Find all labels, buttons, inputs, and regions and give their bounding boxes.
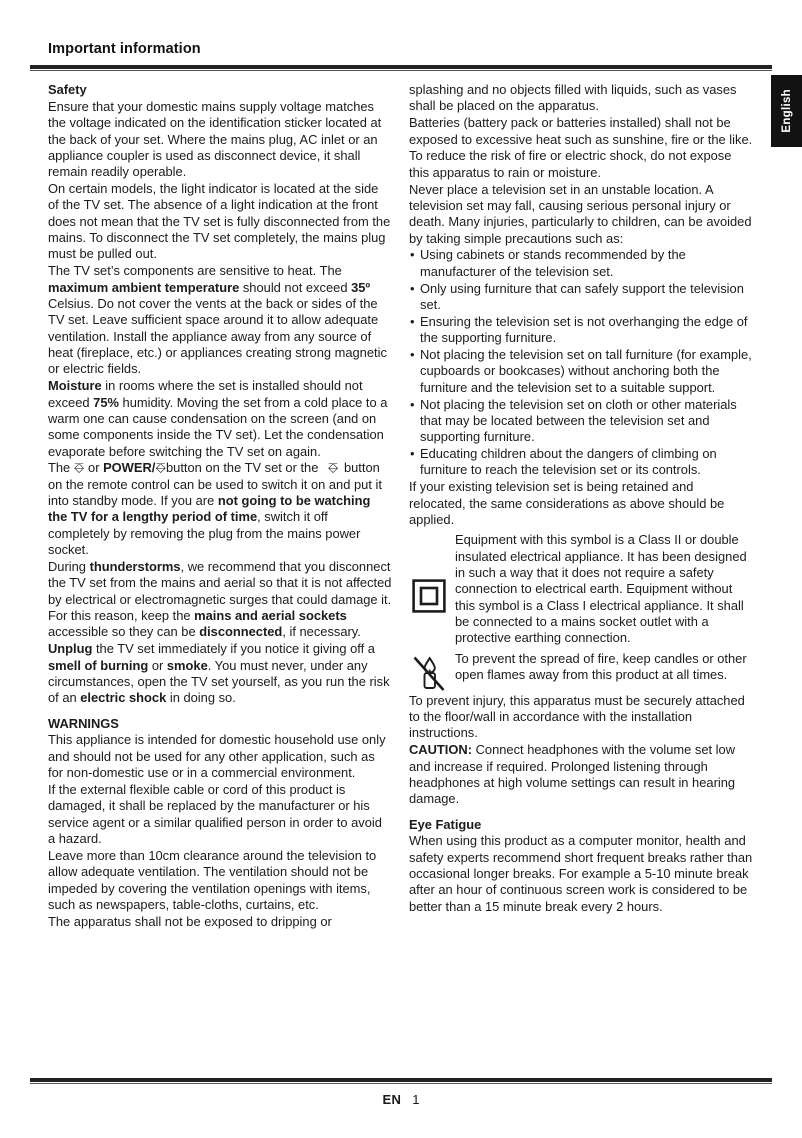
list-item: • Ensuring the television set is not overhanging the edge of the supporting furniture. [409, 314, 753, 347]
text-bold-lengthy-period: not going to be watching the TV for a lengthy period of time [48, 493, 371, 525]
power-symbol-icon: ⎑ [155, 461, 166, 477]
footer-rule-thin [30, 1083, 772, 1084]
page-footer [0, 1092, 802, 1107]
paragraph-batteries-heat: Batteries (battery pack or batteries installed) shall not be exposed to excessive heat such as sunshine, fire or the like. [409, 115, 753, 147]
text-bold-max-ambient-temperature: maximum ambient temperature [48, 279, 240, 295]
paragraph-eye-fatigue-body: When using this product as a computer monitor, health and safety experts recommend short frequent breaks rather than occasional longer breaks. For example a 5-10 minute break after an hour of continuous screen work is considered to be better than a 15 minute break every 2 hours. [409, 833, 753, 914]
paragraph-ambient-temperature [48, 263, 392, 377]
paragraph-clearance-ventilation: Leave more than 10cm clearance around the television to allow adequate ventilation. The ventilation should not be impeded by covering the ventilation openings with items, such as newspapers, table-cloths, curtains, etc. [48, 847, 377, 912]
text-fragment: button on the remote control can be used to switch it on and put it into standby mode. If you are [48, 460, 382, 509]
text-fragment: button on the TV set or the [165, 460, 322, 476]
paragraph-unstable-location: Never place a television set in an unstable location. A television set may fall, causing serious personal injury or death. Many injuries, particularly to children, can be avoided by taking simple precautions such as: [409, 181, 752, 246]
language-tab [771, 75, 802, 147]
text-bold-smoke: smoke [166, 657, 208, 673]
text-fragment: in doing so. [166, 690, 236, 706]
header-rule-thin [30, 70, 772, 71]
text-fragment: , if necessary. [282, 624, 361, 640]
list-item: • Not placing the television set on cloth or other materials that may be located between the television set and supporting furniture. [409, 397, 753, 446]
text-fragment: The [48, 460, 74, 476]
symbol-block-no-flame [409, 651, 753, 693]
paragraph-caution-headphones [409, 742, 753, 807]
no-open-flame-candle-icon [409, 653, 449, 693]
text-fragment: in rooms where the set is installed should not exceed [48, 378, 363, 410]
header-rule-thick [30, 65, 772, 69]
heading-eye-fatigue: Eye Fatigue [409, 816, 482, 832]
footer-rule-thick [30, 1078, 772, 1082]
text-bold-unplug: Unplug [48, 641, 93, 657]
symbol-block-class-two [409, 532, 753, 646]
paragraph-power-button [48, 460, 392, 558]
list-item: • Not placing the television set on tall furniture (for example, cupboards or bookcases) without anchoring both the furniture and the television set to a suitable support. [409, 347, 753, 396]
text-bold-moisture: Moisture [48, 378, 102, 394]
paragraph-moisture [48, 378, 392, 460]
text-bold-caution: CAUTION: [409, 742, 473, 758]
text-bold-35-degrees: 35º [351, 279, 371, 295]
power-symbol-icon: ⎑ [73, 461, 85, 477]
text-fragment: , switch it off completely by removing the plug from the mains power socket. [48, 509, 361, 558]
paragraph-secure-attachment: To prevent injury, this apparatus must be securely attached to the floor/wall in accordance with the installation instructions. [409, 692, 745, 741]
heading-warnings: WARNINGS [48, 715, 119, 731]
paragraph-domestic-use: This appliance is intended for domestic household use only and should not be used for any other application, such as for non-domestic use or in a commercial environment. [48, 732, 386, 781]
list-item: • Using cabinets or stands recommended by the manufacturer of the television set. [409, 247, 753, 280]
no-open-flame-symbol-description: To prevent the spread of fire, keep candles or other open flames away from this product at all times. [455, 650, 747, 683]
footer-page-number: 1 [412, 1092, 420, 1107]
text-fragment: , we recommend that you disconnect the TV set from the mains and aerial so that it is not affected by electrical or electromagnetic surges that could damage it. For this reason, keep the [48, 558, 392, 623]
paragraph-thunderstorms [48, 559, 392, 641]
right-column [409, 82, 753, 916]
list-item: • Educating children about the dangers of climbing on furniture to reach the television set or its controls. [409, 446, 753, 479]
paragraph-retained-relocated: If your existing television set is being retained and relocated, the same considerations as above should be applied. [409, 479, 725, 527]
text-bold-power-label: POWER/ [103, 460, 156, 476]
page-title: Important information [48, 41, 201, 57]
text-fragment: The TV set’s components are sensitive to heat. The [48, 263, 342, 279]
class-two-symbol-description: Equipment with this symbol is a Class II or double insulated electrical appliance. It has been designed in such a way that it does not require a safety connection to electrical earth. Equipment without this symbol is a Class I electrical appliance. It shall be connected to a mains socket outlet with a protective earthing connection. [455, 532, 747, 646]
paragraph-unplug [48, 641, 392, 706]
text-fragment: accessible so they can be [48, 624, 200, 640]
text-bold-thunderstorms: thunderstorms [89, 558, 181, 574]
text-fragment: Connect headphones with the volume set low and increase if required. Prolonged listening through headphones at high volume settings can result in hearing damage. [409, 742, 736, 807]
heading-safety: Safety [48, 82, 87, 97]
language-tab-label: English [780, 89, 793, 133]
footer-language-code: EN [382, 1092, 402, 1107]
text-fragment: or [84, 460, 104, 476]
paragraph-fire-electric-shock-risk: To reduce the risk of fire or electric shock, do not expose this apparatus to rain or moisture. [409, 148, 732, 180]
text-bold-mains-aerial-sockets: mains and aerial sockets [194, 608, 347, 623]
text-fragment: or [148, 657, 167, 673]
paragraph-dripping-splashing-start: The apparatus shall not be exposed to dripping or [48, 913, 332, 929]
paragraph-flexible-cable: If the external flexible cable or cord of this product is damaged, it shall be replaced by the manufacturer or his service agent or a similar qualified person in order to avoid a hazard. [48, 781, 382, 846]
precautions-list [409, 247, 753, 478]
paragraph-mains-supply: Ensure that your domestic mains supply voltage matches the voltage indicated on the identification sticker located at the back of your set. Where the mains plug, AC inlet or an appliance coupler is used as disconnect device, it shall remain readily operable. [48, 98, 382, 180]
text-bold-smell-of-burning: smell of burning [48, 657, 149, 673]
paragraph-splashing-continued: splashing and no objects filled with liquids, such as vases shall be placed on the apparatus. [409, 82, 737, 114]
text-bold-electric-shock: electric shock [80, 690, 167, 706]
power-symbol-icon: ⎑ [321, 461, 341, 477]
text-bold-disconnected: disconnected [199, 624, 283, 640]
text-bold-75-percent: 75% [93, 394, 119, 410]
text-fragment: Celsius. Do not cover the vents at the back or sides of the TV set. Leave sufficient space around it to allow adequate ventilation. Install the appliance away from any source of heat (fireplace, etc.) or appliances creating strong magnetic or electric fields. [48, 295, 387, 377]
left-column [48, 82, 392, 931]
text-fragment: should not exceed [239, 279, 352, 295]
text-fragment: the TV set immediately if you notice it giving off a [92, 641, 375, 657]
list-item: • Only using furniture that can safely support the television set. [409, 281, 753, 314]
class-two-double-insulation-icon [409, 579, 449, 613]
paragraph-light-indicator: On certain models, the light indicator is located at the side of the TV set. The absence of a light indication at the front does not mean that the TV set is fully disconnected from the mains. To disconnect the TV set completely, the mains plug must be pulled out. [48, 181, 391, 262]
text-fragment: During [48, 558, 90, 574]
text-fragment: humidity. Moving the set from a cold place to a warm one can cause condensation on the screen (and on some components inside the TV set). Let the condensation evaporate before switching the TV set on again. [48, 394, 388, 459]
text-fragment: . You must never, under any circumstances, open the TV set yourself, as you run the risk of an [48, 657, 390, 706]
